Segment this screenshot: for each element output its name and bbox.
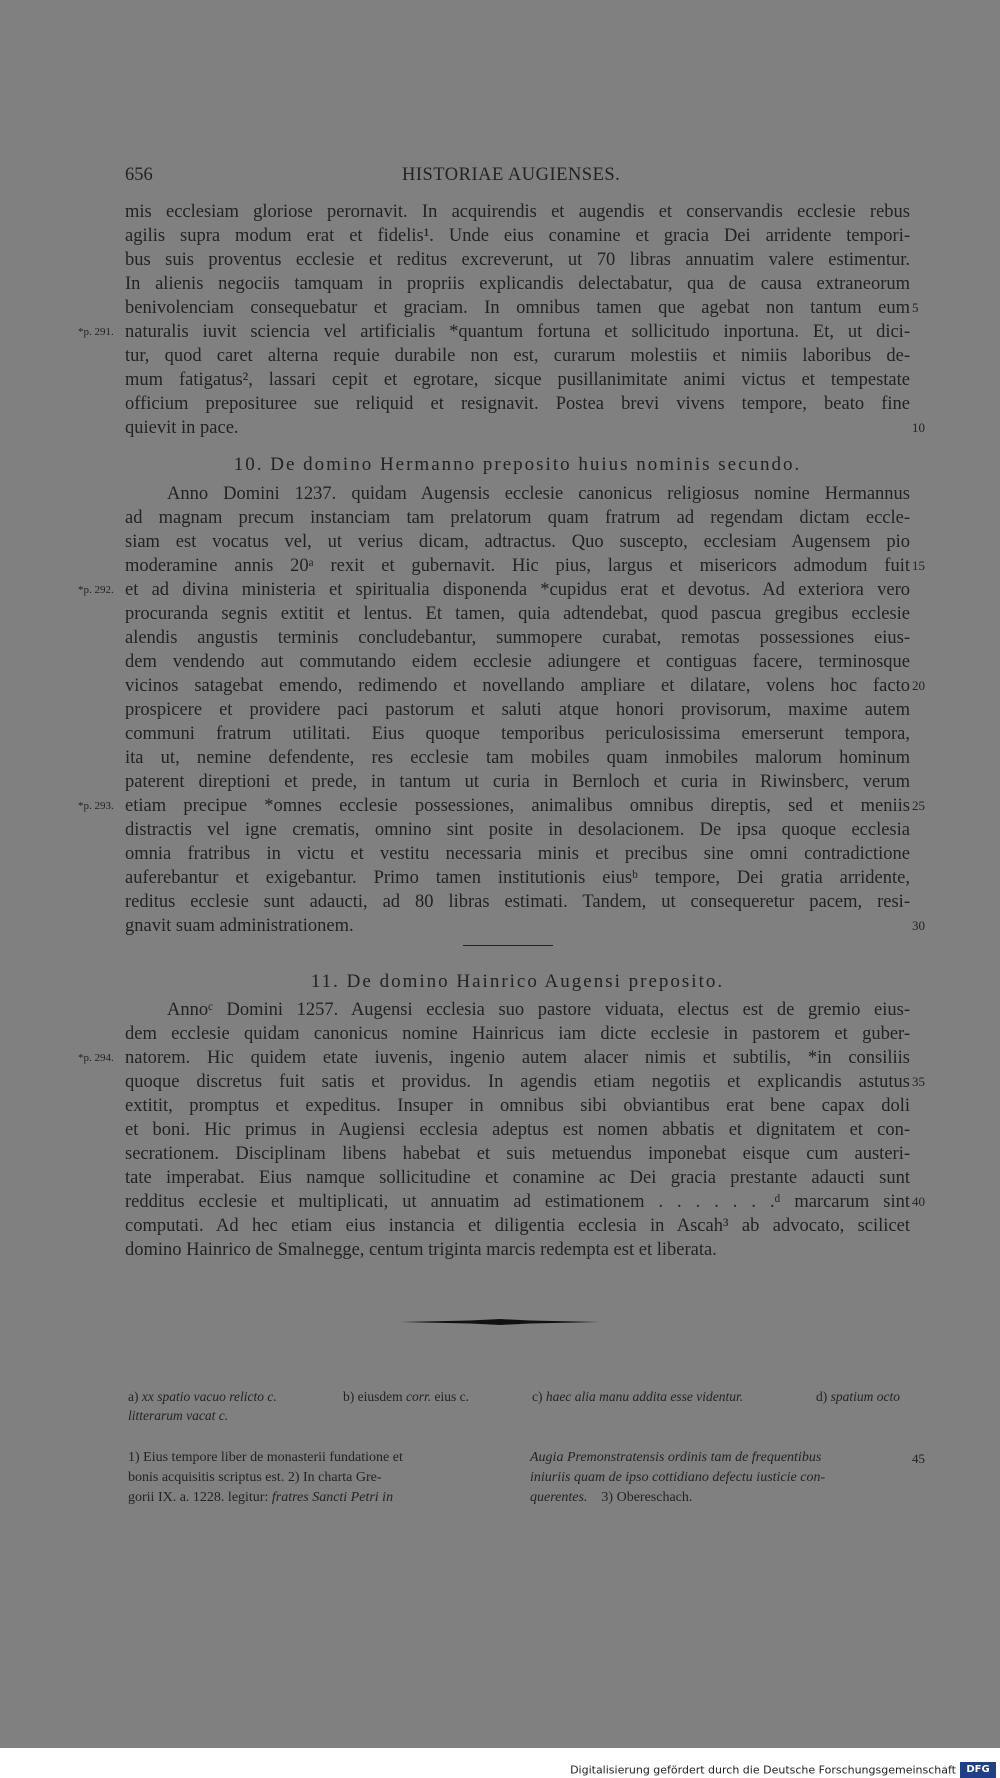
text-line: quoque discretus fuit satis et providus. In agendis etiam negotiis et explicandis astutus	[125, 1072, 910, 1092]
footnote-line: bonis acquisitis scriptus est. 2) In charta Gre-	[128, 1470, 382, 1485]
text-line: natorem. Hic quidem etate iuvenis, ingenio autem alacer nimis et subtilis, *in consiliis	[125, 1048, 910, 1068]
text-line: siam est vocatus vel, ut verius dicam, adtractus. Quo suscepto, ecclesiam Augensem pio	[125, 532, 910, 552]
note-c: c) haec alia manu addita esse videntur.	[532, 1389, 744, 1404]
text-line: computati. Ad hec etiam eius instancia et diligentia ecclesia in Ascah³ ab advocato, scilicet	[125, 1216, 910, 1236]
text-line: Anno Domini 1237. quidam Augensis ecclesie canonicus religiosus nomine Hermannus	[167, 484, 910, 504]
text-line: prospicere et providere paci pastorum et saluti atque honori provisorum, maxime autem	[125, 700, 910, 720]
text-line: et boni. Hic primus in Augiensi ecclesia adeptus est nomen abbatis et dignitatem et con-	[125, 1120, 910, 1140]
note-d-cont: litterarum vacat c.	[128, 1408, 229, 1423]
text-line: dem ecclesie quidam canonicus nomine Hainricus iam dicte ecclesie in pastorem et guber-	[125, 1024, 910, 1044]
section-11-title: 11. De domino Hainrico Augensi preposito.	[310, 971, 725, 992]
text-line: moderamine annis 20ᵃ rexit et gubernavit. Hic pius, largus et misericors admodum fuit	[125, 556, 910, 576]
text-line: redditus ecclesie et multiplicati, ut annuatim ad estimationem . . . . . . .ᵈ marcarum sint	[125, 1192, 910, 1212]
line-number: 30	[912, 918, 925, 933]
footnote-line: iniuriis quam de ipso cottidiano defectu iusticie con-	[530, 1470, 826, 1485]
footnote-line: querentes. 3) Obereschach.	[530, 1490, 693, 1505]
text-line: procuranda segnis extitit et lentus. Et tamen, quia adtendebat, quod pascua gregibus ecclesie	[125, 604, 910, 624]
text-line: quievit in pace.	[125, 418, 239, 438]
margin-page-ref: *p. 292.	[78, 584, 114, 596]
text-line: In alienis negociis tamquam in propriis explicandis delectabatur, qua de causa extraneorum	[125, 274, 910, 294]
text-line: agilis supra modum erat et fidelis¹. Unde eius conamine et gracia Dei arridente tempori-	[125, 226, 910, 246]
text-line: domino Hainrico de Smalnegge, centum triginta marcis redempta est et liberata.	[125, 1240, 717, 1260]
text-line: reditus ecclesie sunt adaucti, ad 80 libras estimati. Tandem, ut consequeretur pacem, resi-	[125, 892, 910, 912]
text-line: auferebantur et exigebantur. Primo tamen institutionis eiusᵇ tempore, Dei gratia arridente,	[125, 868, 910, 888]
line-number: 5	[912, 300, 919, 315]
running-title: HISTORIAE AUGIENSES.	[402, 165, 621, 185]
margin-page-ref: *p. 291.	[78, 326, 114, 338]
note-b: b) eiusdem corr. eius c.	[343, 1389, 470, 1404]
dfg-logo: DFG	[960, 1762, 996, 1778]
note-a: a) xx spatio vacuo relicto c.	[128, 1389, 277, 1404]
text-line: gnavit suam administrationem.	[125, 916, 354, 936]
footnote-line: gorii IX. a. 1228. legitur: fratres Sancti Petri in	[128, 1490, 394, 1505]
text-line: ita ut, nemine defendente, res ecclesie tam mobiles quam inmobiles malorum hominum	[125, 748, 910, 768]
text-line: extitit, promptus et expeditus. Insuper in omnibus sibi obviantibus erat bene capax doli	[125, 1096, 910, 1116]
text-line: dem vendendo aut commutando eidem ecclesie adiungere et contiguas facere, terminosque	[125, 652, 910, 672]
margin-page-ref: *p. 293.	[78, 800, 114, 812]
text-line: benivolenciam consequebatur et graciam. In omnibus tamen que agebat non tantum eum	[125, 298, 910, 318]
section-10-title: 10. De domino Hermanno preposito huius nominis secundo.	[233, 454, 802, 475]
page-number: 656	[125, 165, 153, 185]
text-line: tate imperabat. Eius namque sollicitudine et conamine ac Dei gracia prestante adaucti sunt	[125, 1168, 910, 1188]
line-number: 20	[912, 678, 925, 693]
text-line: bus suis proventus ecclesie et reditus excreverunt, ut 70 libras annuatim valere estimentur.	[125, 250, 910, 270]
text-line: tur, quod caret alterna requie durabile non est, curarum molestiis et nimiis laboribus de-	[125, 346, 910, 366]
text-line: ad magnam precum instanciam tam prelatorum quam fratrum ad regendam dictam eccle-	[125, 508, 910, 528]
text-line: alendis angustis terminis concludebantur, summopere curabat, remotas possessiones eius-	[125, 628, 910, 648]
line-number: 40	[912, 1194, 925, 1209]
text-line: Annoᶜ Domini 1257. Augensi ecclesia suo pastore viduata, electus est de gremio eius-	[167, 1000, 910, 1020]
text-line: distractis vel igne crematis, omnino sint posite in desolacionem. De ipsa quoque ecclesia	[125, 820, 910, 840]
text-line: mis ecclesiam gloriose perornavit. In acquirendis et augendis et conservandis ecclesie rebus	[125, 202, 910, 222]
line-number: 45	[912, 1451, 925, 1466]
section-divider	[463, 945, 553, 946]
text-line: mum fatigatus², lassari cepit et egrotare, sicque pusillanimitate animi victus et tempestate	[125, 370, 910, 390]
text-line: et ad divina ministeria et spiritualia disponenda *cupidus erat et devotus. Ad exteriora vero	[125, 580, 910, 600]
line-number: 15	[912, 558, 925, 573]
line-number: 25	[912, 798, 925, 813]
text-line: communi fratrum utilitati. Eius quoque temporibus periculosissima emerserunt tempora,	[125, 724, 910, 744]
end-ornament-rule	[400, 1318, 600, 1326]
note-d: d) spatium octo	[816, 1389, 900, 1404]
dfg-credit: Digitalisierung gefördert durch die Deutsche Forschungsgemeinschaft	[570, 1763, 956, 1777]
text-line: vicinos satagebat emendo, redimendo et novellando ampliare et dilatare, volens hoc facto	[125, 676, 910, 696]
text-line: etiam precipue *omnes ecclesie possessiones, animalibus omnibus direptis, sed et meniis	[125, 796, 910, 816]
footnote-line: Augia Premonstratensis ordinis tam de frequentibus	[530, 1450, 822, 1465]
text-line: officium preposituree sue reliquid et resignavit. Postea brevi vivens tempore, beato fine	[125, 394, 910, 414]
margin-page-ref: *p. 294.	[78, 1052, 114, 1064]
line-number: 35	[912, 1074, 925, 1089]
line-number: 10	[912, 420, 925, 435]
footnote-line: 1) Eius tempore liber de monasterii fundatione et	[128, 1450, 403, 1465]
text-line: paterent direptioni et prede, in tantum ut curia in Bernloch et curia in Riwinsberc, verum	[125, 772, 910, 792]
text-line: omnia fratribus in victu et vestitu necessaria minis et precibus sine omni contradictione	[125, 844, 910, 864]
text-line: secrationem. Disciplinam libens habebat et suis metuendus imponebat eisque cum austeri-	[125, 1144, 910, 1164]
text-line: naturalis iuvit sciencia vel artificialis *quantum fortuna et sollicitudo inportuna. Et, ut dici-	[125, 322, 910, 342]
